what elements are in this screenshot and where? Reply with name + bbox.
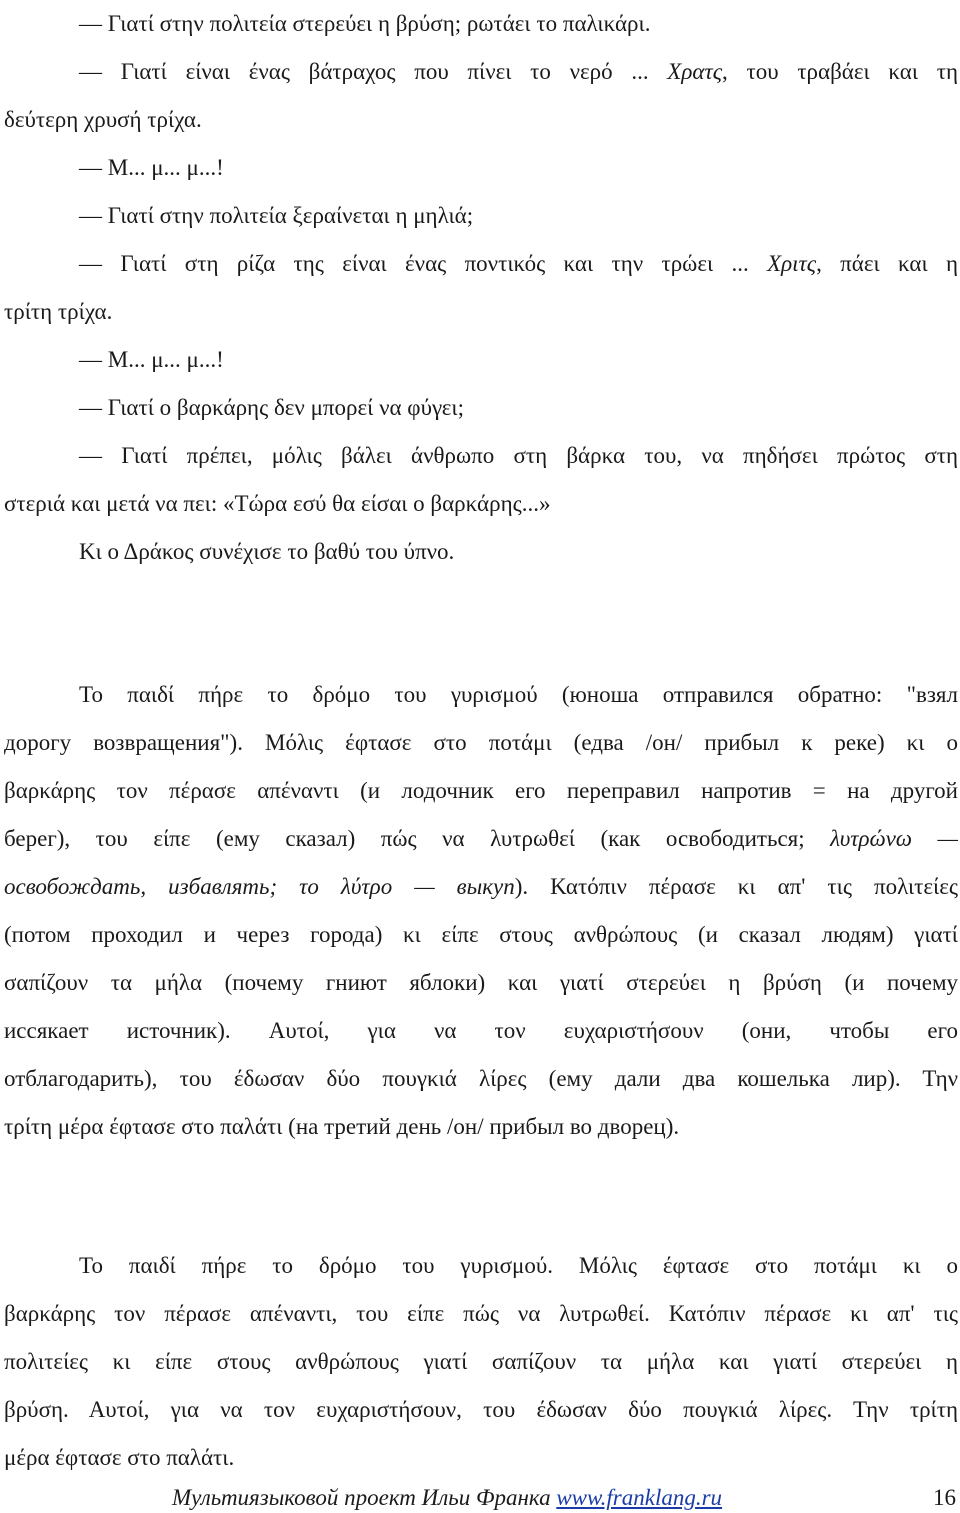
dialogue-line-6: — Μ... μ... μ...!	[79, 347, 224, 372]
footer-link[interactable]: www.franklang.ru	[556, 1485, 723, 1510]
dialogue-line-5-cont: τρίτη τρίχα.	[4, 299, 113, 324]
greek-line-5: μέρα έφτασε στο παλάτι.	[4, 1445, 235, 1470]
footer-project	[172, 1483, 722, 1513]
dialogue-line-3: — Μ... μ... μ...!	[79, 155, 224, 180]
greek-line-2: βαρκάρης τον πέρασε απέναντι, του είπε πώς να λυτρωθεί. Κατόπιν πέρασε κι απ' τις	[4, 1301, 958, 1326]
bilingual-line-6: (потом проходил и через города) κι είπε στους ανθρώπους (и сказал людям) γιατί	[4, 922, 958, 947]
document-page	[4, 0, 958, 1482]
bilingual-line-2: дорогу возвращения"). Μόλις έφτασε στο ποτάμι (едва /он/ прибыл к реке) κι ο	[4, 730, 958, 755]
bilingual-line-7: σαπίζουν τα μήλα (почему гниют яблоки) και γιατί στερεύει η βρύση (и почему	[4, 970, 958, 995]
bilingual-line-5: освобождать, избавлять; το λύτρο — выкуп). Κατόπιν πέρασε κι απ' τις πολιτείες	[4, 874, 958, 899]
bilingual-line-4: берег), του είπε (ему сказал) πώς να λυτρωθεί (как освободиться; λυτρώνω —	[4, 826, 958, 851]
greek-line-3: πολιτείες κι είπε στους ανθρώπους γιατί σαπίζουν τα μήλα και γιατί στερεύει η	[4, 1349, 958, 1374]
dialogue-line-5: — Γιατί στη ρίζα της είναι ένας ποντικός και την τρώει ... Χριτς, πάει και η	[79, 251, 958, 276]
bilingual-line-9: отблагодарить), του έδωσαν δύο πουγκιά λίρες (ему дали два кошелька лир). Την	[4, 1066, 958, 1091]
bilingual-line-3: βαρκάρης τον πέρασε απέναντι (и лодочник его переправил напротив = на другой	[4, 778, 958, 803]
bilingual-line-1: Το παιδί πήρε το δρόμο του γυρισμού (юноша отправился обратно: "взял	[79, 682, 958, 707]
bilingual-line-10: τρίτη μέρα έφτασε στο παλάτι (на третий день /он/ прибыл во дворец).	[4, 1114, 680, 1139]
dialogue-line-1: — Γιατί στην πολιτεία στερεύει η βρύση; ρωτάει το παλικάρι.	[79, 11, 651, 36]
bilingual-line-8: иссякает источник). Αυτοί, για να τον ευχαριστήσουν (они, чтобы его	[4, 1018, 958, 1043]
greek-line-4: βρύση. Αυτοί, για να τον ευχαριστήσουν, του έδωσαν δύο πουγκιά λίρες. Την τρίτη	[4, 1397, 958, 1422]
dialogue-line-7: — Γιατί ο βαρκάρης δεν μπορεί να φύγει;	[79, 395, 464, 420]
dialogue-line-2: — Γιατί είναι ένας βάτραχος που πίνει το νερό ... Χρατς, του τραβάει και τη	[79, 59, 958, 84]
dialogue-line-8: — Γιατί πρέπει, μόλις βάλει άνθρωπο στη βάρκα του, να πηδήσει πρώτος στη	[79, 443, 958, 468]
closing-line: Κι ο Δράκος συνέχισε το βαθύ του ύπνο.	[79, 539, 455, 564]
greek-line-1: Το παιδί πήρε το δρόμο του γυρισμού. Μόλις έφτασε στο ποτάμι κι ο	[79, 1253, 958, 1278]
footer-project-text: Мультиязыковой проект Ильи Франка	[172, 1485, 557, 1510]
dialogue-line-8-cont: στεριά και μετά να πει: «Τώρα εσύ θα είσαι ο βαρκάρης...»	[4, 491, 551, 516]
dialogue-line-2-cont: δεύτερη χρυσή τρίχα.	[4, 107, 202, 132]
page-number: 16	[933, 1485, 956, 1510]
dialogue-line-4: — Γιατί στην πολιτεία ξεραίνεται η μηλιά;	[79, 203, 474, 228]
